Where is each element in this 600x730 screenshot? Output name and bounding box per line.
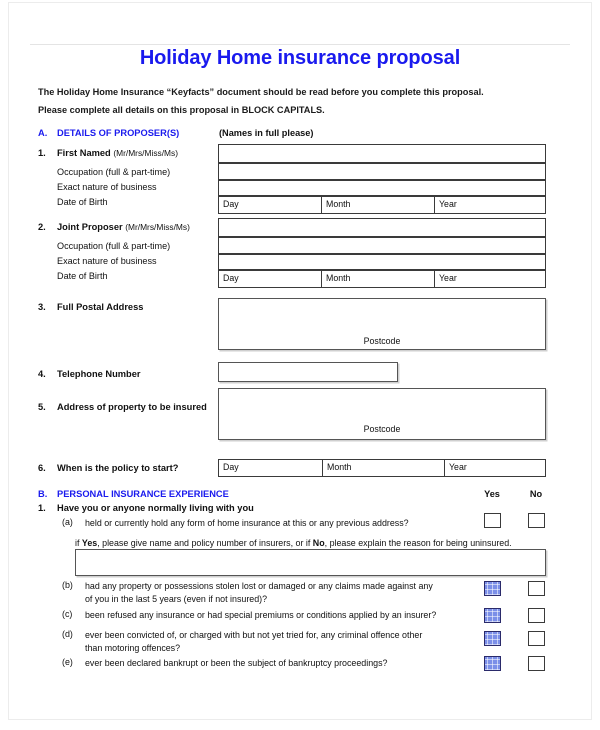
explain-note-post: , please explain the reason for being uninsured. <box>324 538 512 548</box>
item-2-dob-day-cell[interactable]: Day <box>218 270 322 288</box>
names-in-full-note: (Names in full please) <box>219 128 314 138</box>
item-4-label: Telephone Number <box>57 369 141 379</box>
item-2-dob-label: Date of Birth <box>57 271 108 281</box>
question-b-yes-checkbox[interactable] <box>484 581 501 596</box>
question-c-no-checkbox[interactable] <box>528 608 545 623</box>
item-2-label-text: Joint Proposer <box>57 222 123 232</box>
explain-note-no: No <box>312 538 325 548</box>
item-1-business-input[interactable] <box>218 180 546 196</box>
item-4-number: 4. <box>38 369 46 379</box>
item-5-postcode-label: Postcode <box>363 424 401 434</box>
item-6-start-day-cell[interactable]: Day <box>218 459 323 477</box>
item-2-number: 2. <box>38 222 46 232</box>
column-header-yes: Yes <box>484 489 500 499</box>
question-e-letter: (e) <box>62 657 73 667</box>
column-header-no: No <box>529 489 543 499</box>
item-2-dob-year-cell[interactable]: Year <box>434 270 546 288</box>
item-2-occupation-label: Occupation (full & part-time) <box>57 241 171 251</box>
explain-note <box>75 537 525 550</box>
item-1-label-text: First Named <box>57 148 111 158</box>
page-border-bottom <box>8 719 592 720</box>
section-b-letter: B. <box>38 489 48 499</box>
item-1-occupation-input[interactable] <box>218 163 546 180</box>
explain-note-yes: Yes <box>81 538 98 548</box>
page-border-right <box>591 2 592 720</box>
question-d-letter: (d) <box>62 629 73 639</box>
item-2-dob-month-cell[interactable]: Month <box>321 270 435 288</box>
question-d-yes-checkbox[interactable] <box>484 631 501 646</box>
item-2-name-input[interactable] <box>218 218 546 237</box>
explain-textarea[interactable] <box>75 549 546 576</box>
item-2-label-suffix: (Mr/Mrs/Miss/Ms) <box>125 222 190 232</box>
item-6-start-year-cell[interactable]: Year <box>444 459 546 477</box>
explain-note-mid: , please give name and policy number of insurers, or if <box>97 538 313 548</box>
item-2-label <box>57 222 190 232</box>
question-b-no-checkbox[interactable] <box>528 581 545 596</box>
item-6-label: When is the policy to start? <box>57 463 179 473</box>
question-a-text: held or currently hold any form of home insurance at this or any previous address? <box>85 518 409 528</box>
item-2-business-input[interactable] <box>218 254 546 270</box>
item-6-number: 6. <box>38 463 46 473</box>
question-e-no-checkbox[interactable] <box>528 656 545 671</box>
explain-note-pre: if <box>75 538 82 548</box>
page-border-top <box>8 2 592 3</box>
question-b-letter: (b) <box>62 580 73 590</box>
intro-line-block-capitals: Please complete all details on this proposal in BLOCK CAPITALS. <box>38 105 325 115</box>
item-4-telephone-input[interactable] <box>218 362 398 382</box>
item-1-label <box>57 148 178 158</box>
item-3-label: Full Postal Address <box>57 302 144 312</box>
item-5-number: 5. <box>38 402 46 412</box>
item-1-dob-year-cell[interactable]: Year <box>434 196 546 214</box>
section-a-heading: DETAILS OF PROPOSER(S) <box>57 128 180 138</box>
question-a-letter: (a) <box>62 517 73 527</box>
item-1-name-input[interactable] <box>218 144 546 163</box>
header-divider <box>30 44 570 45</box>
page-title: Holiday Home insurance proposal <box>139 47 461 69</box>
item-1-occupation-label: Occupation (full & part-time) <box>57 167 171 177</box>
question-c-yes-checkbox[interactable] <box>484 608 501 623</box>
item-1-dob-label: Date of Birth <box>57 197 108 207</box>
section-a-letter: A. <box>38 128 48 138</box>
intro-line-keyfacts: The Holiday Home Insurance “Keyfacts” document should be read before you complete this proposal. <box>38 87 484 97</box>
section-b-heading: PERSONAL INSURANCE EXPERIENCE <box>57 489 229 499</box>
item-2-occupation-input[interactable] <box>218 237 546 254</box>
item-6-start-month-cell[interactable]: Month <box>322 459 445 477</box>
question-d-text: ever been convicted of, or charged with but not yet tried for, any criminal offence other than motoring offences? <box>85 630 423 653</box>
item-3-postcode-label: Postcode <box>363 336 401 346</box>
page-border-left <box>8 2 9 720</box>
item-1-business-label: Exact nature of business <box>57 182 157 192</box>
section-b-question-number: 1. <box>38 503 46 513</box>
section-b-question-stem: Have you or anyone normally living with you <box>57 503 254 513</box>
question-b-text: had any property or possessions stolen lost or damaged or any claims made against any of you in the last 5 years (even if not insured)? <box>85 581 433 604</box>
item-2-business-label: Exact nature of business <box>57 256 157 266</box>
item-1-dob-month-cell[interactable]: Month <box>321 196 435 214</box>
item-1-number: 1. <box>38 148 46 158</box>
question-a-yes-checkbox[interactable] <box>484 513 501 528</box>
item-1-dob-day-cell[interactable]: Day <box>218 196 322 214</box>
item-1-label-suffix: (Mr/Mrs/Miss/Ms) <box>113 148 178 158</box>
item-3-number: 3. <box>38 302 46 312</box>
question-e-yes-checkbox[interactable] <box>484 656 501 671</box>
question-c-letter: (c) <box>62 609 73 619</box>
question-d-no-checkbox[interactable] <box>528 631 545 646</box>
question-c-text: been refused any insurance or had special premiums or conditions applied by an insurer? <box>85 610 437 620</box>
item-5-label: Address of property to be insured <box>57 402 207 412</box>
question-e-text: ever been declared bankrupt or been the subject of bankruptcy proceedings? <box>85 658 388 668</box>
question-a-no-checkbox[interactable] <box>528 513 545 528</box>
